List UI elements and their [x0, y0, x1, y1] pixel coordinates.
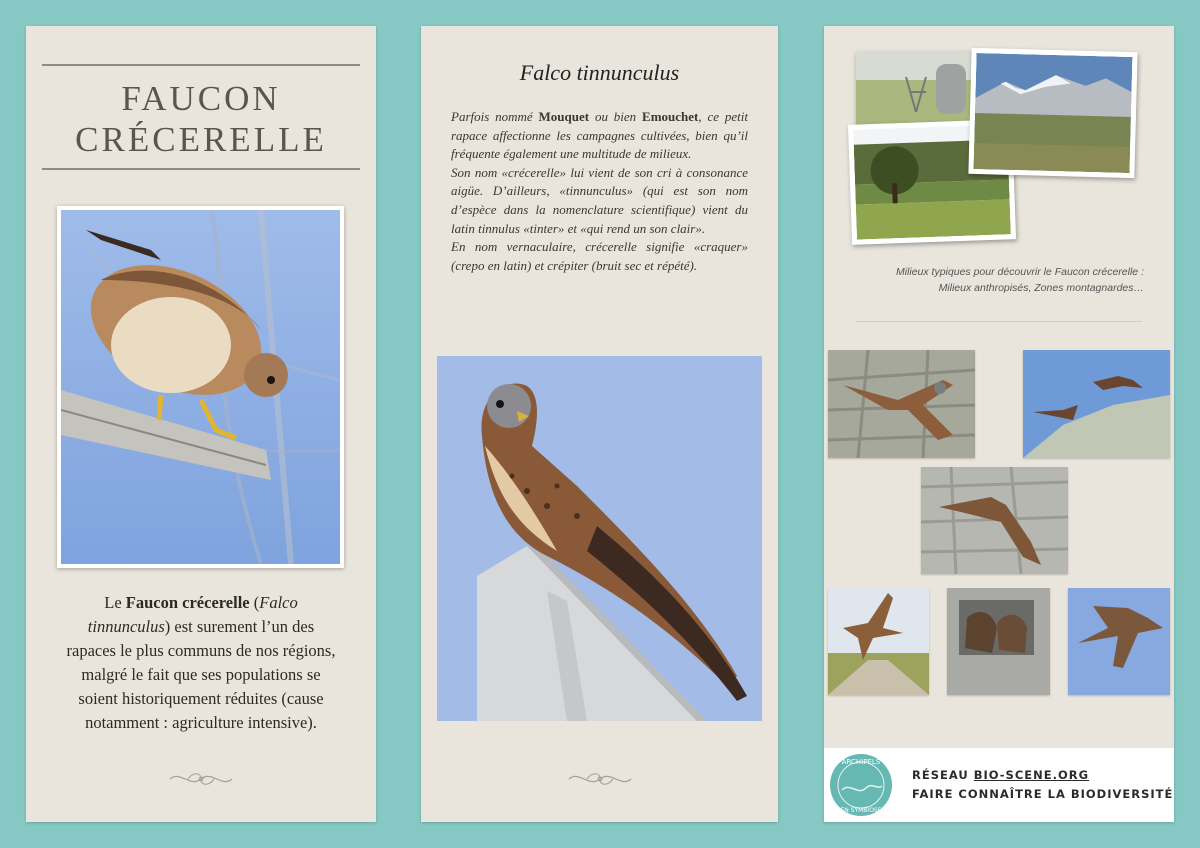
flourish-ornament-icon	[567, 768, 633, 790]
p1-name-mouquet: Mouquet	[538, 109, 590, 124]
habitat-photo-mountain	[968, 48, 1137, 178]
panel-left	[26, 26, 376, 822]
title-rule-top	[42, 64, 360, 66]
footer-bar	[824, 748, 1174, 822]
habitat-photo-industrial	[856, 52, 976, 127]
caption-line-2: Milieux anthropisés, Zones montagnardes…	[938, 282, 1144, 294]
panel-middle	[421, 26, 778, 822]
photo-kestrel-portrait	[437, 356, 762, 721]
kestrels-rock-illustration	[1023, 350, 1170, 458]
mountain-scene-illustration	[974, 53, 1133, 173]
industrial-scene-illustration	[856, 52, 976, 127]
thumb-kestrel-wall-flight	[828, 350, 975, 458]
footer-text	[912, 766, 1173, 804]
flourish-ornament-icon	[168, 768, 234, 790]
thumb-kestrel-diving	[921, 467, 1068, 574]
kestrel-field-illustration	[828, 588, 929, 695]
caption-line-1: Milieux typiques pour découvrir le Faucon crécerelle :	[895, 266, 1144, 278]
archipels-logo-icon	[828, 752, 894, 818]
habitat-caption	[844, 264, 1144, 296]
intro-paragraph	[66, 591, 336, 735]
title-line-2: CRÉCERELLE	[75, 120, 327, 159]
p1-part-c: ou bien	[589, 109, 643, 124]
intro-prefix: Le	[104, 593, 126, 612]
kestrel-wall-flight-illustration	[828, 350, 975, 458]
kestrel-nest-illustration	[947, 588, 1050, 695]
thumb-kestrel-field	[828, 588, 929, 695]
description-paragraph-1	[451, 108, 748, 164]
kestrel-preening-illustration	[61, 210, 340, 564]
description-paragraph-3: En nom vernaculaire, crécerelle signifie «craquer» (crepo en latin) et crépiter (bruit sec et répété).	[451, 239, 748, 273]
thumb-kestrel-nest	[947, 588, 1050, 695]
intro-latin-name: Falco tinnunculus	[87, 593, 298, 636]
footer-tagline: FAIRE CONNAÎTRE LA BIODIVERSITÉ	[912, 787, 1174, 801]
panel-right	[824, 26, 1174, 822]
title-line-1: FAUCON	[121, 79, 281, 118]
p1-part-e: , ce petit rapace affectionne les campagnes cultivées, bien qu’il fréquente également une multitude de milieux.	[451, 109, 748, 162]
page-title	[26, 78, 376, 160]
logo-text-bottom: EN SYMBIOSE	[840, 807, 882, 814]
logo-text-top: ARCHIPELS	[841, 758, 881, 766]
latin-title: Falco tinnunculus	[519, 60, 680, 85]
kestrel-portrait-illustration	[437, 356, 762, 721]
photo-kestrel-preening	[57, 206, 344, 568]
kestrel-diving-illustration	[921, 467, 1068, 574]
kestrel-sky-illustration	[1068, 588, 1170, 695]
footer-network-line	[912, 766, 1173, 785]
section-divider	[856, 321, 1142, 322]
title-rule-bottom	[42, 168, 360, 170]
p1-part-a: Parfois nommé	[451, 109, 539, 124]
thumb-kestrels-rock	[1023, 350, 1170, 458]
description-paragraph-2: Son nom «crécerelle» lui vient de son cri à consonance aigüe. D’ailleurs, «tinnunculus» (qui est son nom d’espèce dans la nomenclature scientifique) vient du latin tinnulus «tinter» et «qui rend un son clair».	[451, 164, 748, 236]
description-text	[451, 108, 748, 275]
p1-name-emouchet: Emouchet	[642, 109, 699, 124]
footer-site-link[interactable]: BIO-SCENE.ORG	[973, 768, 1090, 782]
thumb-kestrel-sky	[1068, 588, 1170, 695]
footer-network-prefix: RÉSEAU	[912, 768, 974, 782]
intro-paren: (	[249, 593, 260, 612]
intro-rest: ) est surement l’un des rapaces le plus communs de nos régions, malgré le fait que ses populations se soient historiquement réduites (cause notamment : agriculture intensive).	[66, 617, 336, 732]
intro-bold-name: Faucon crécerelle	[125, 593, 250, 612]
